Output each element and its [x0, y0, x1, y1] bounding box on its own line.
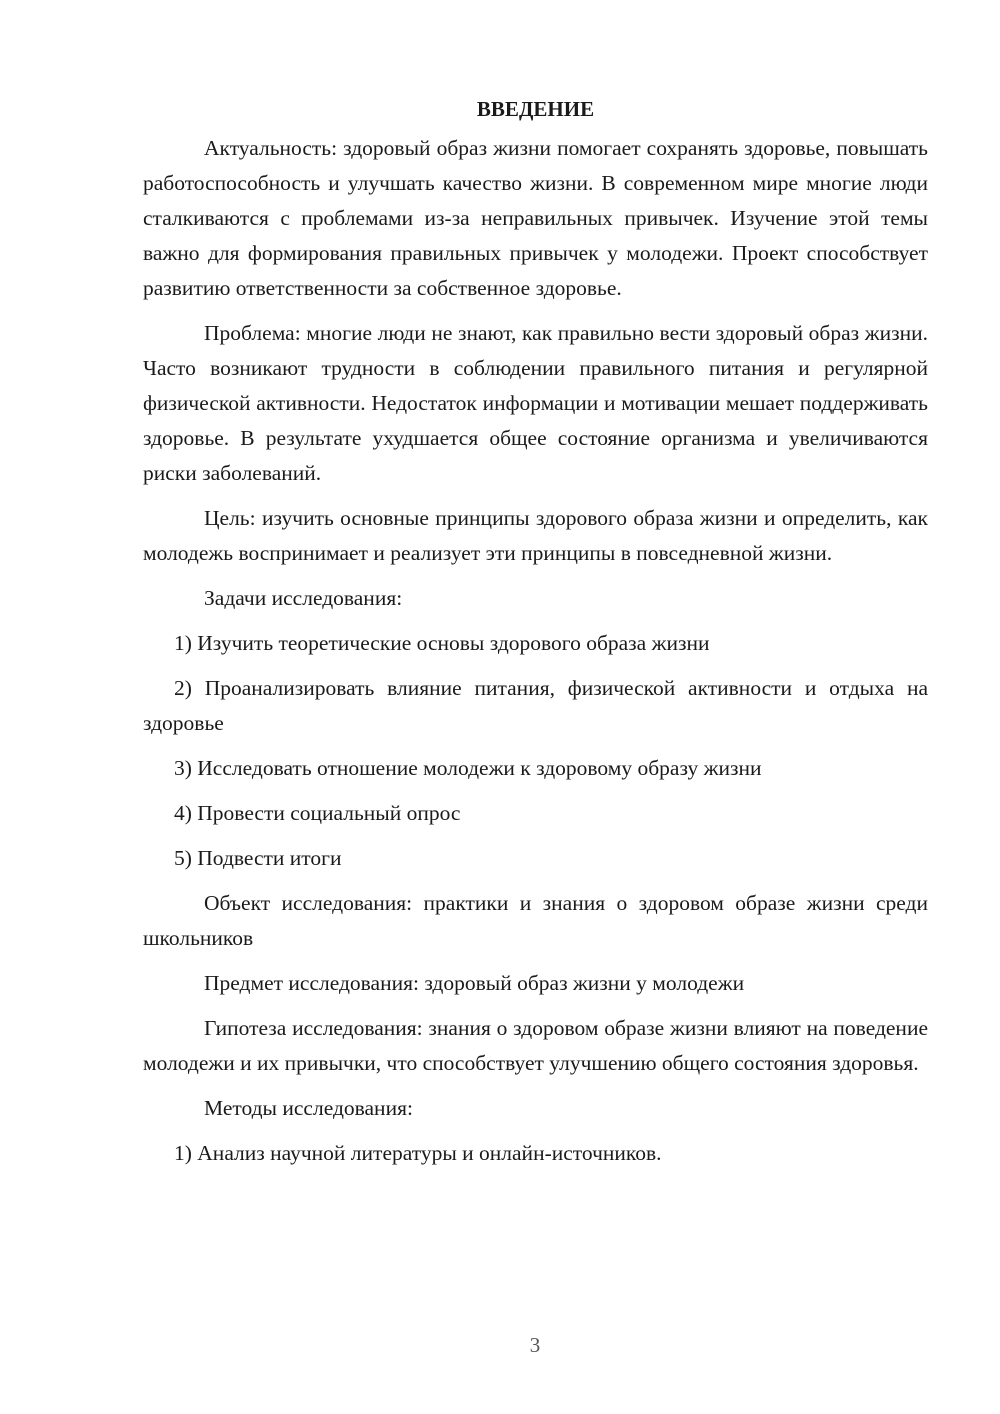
section-title: ВВЕДЕНИЕ: [476, 97, 595, 121]
object-paragraph: Объект исследования: практики и знания о здоровом образе жизни среди школьников: [143, 891, 928, 950]
tasks-heading: Задачи исследования:: [204, 586, 403, 610]
task-item: 3) Исследовать отношение молодежи к здоровому образу жизни: [174, 756, 762, 780]
problem-paragraph: Проблема: многие люди не знают, как правильно вести здоровый образ жизни. Часто возникают трудности в соблюдении правильного питания и регулярной физической активности. Недостаток информации и мотивации мешает поддерживать здоровье. В результате ухудшается общее состояние организма и увеличиваются риски заболеваний.: [143, 321, 928, 485]
goal-paragraph: Цель: изучить основные принципы здорового образа жизни и определить, как молодежь воспринимает и реализует эти принципы в повседневной жизни.: [143, 506, 928, 565]
document-page: [143, 92, 928, 1181]
relevance-paragraph: Актуальность: здоровый образ жизни помогает сохранять здоровье, повышать работоспособность и улучшать качество жизни. В современном мире многие люди сталкиваются с проблемами из-за неправильных привычек. Изучение этой темы важно для формирования правильных привычек у молодежи. Проект способствует развитию ответственности за собственное здоровье.: [143, 136, 928, 300]
task-item: 4) Провести социальный опрос: [174, 801, 461, 825]
subject-paragraph: Предмет исследования: здоровый образ жизни у молодежи: [204, 971, 745, 995]
task-item: 5) Подвести итоги: [174, 846, 342, 870]
methods-heading: Методы исследования:: [204, 1096, 413, 1120]
task-item: 1) Изучить теоретические основы здорового образа жизни: [174, 631, 710, 655]
method-item: 1) Анализ научной литературы и онлайн-источников.: [174, 1141, 662, 1165]
hypothesis-paragraph: Гипотеза исследования: знания о здоровом образе жизни влияют на поведение молодежи и их привычки, что способствует улучшению общего состояния здоровья.: [143, 1016, 928, 1075]
page-number: 3: [529, 1333, 541, 1357]
task-item: 2) Проанализировать влияние питания, физической активности и отдыха на здоровье: [143, 676, 928, 735]
